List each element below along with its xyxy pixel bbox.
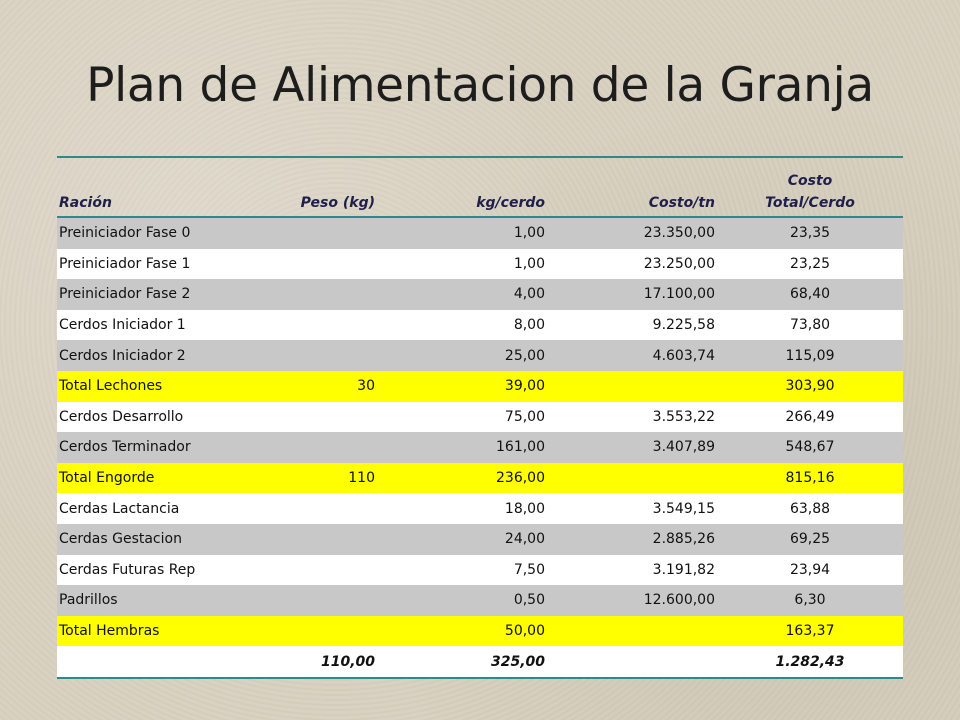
cell-kg-cerdo: 50,00 [377, 616, 547, 647]
cell-kg-cerdo: 25,00 [377, 340, 547, 371]
cell-racion: Preiniciador Fase 2 [57, 279, 242, 310]
table-row [57, 217, 903, 249]
cell-costo-tn: 3.553,22 [547, 402, 717, 433]
table-row [57, 463, 903, 494]
cell-racion: Padrillos [57, 585, 242, 616]
table-row [57, 249, 903, 280]
cell-racion: Cerdos Iniciador 2 [57, 340, 242, 371]
cell-costo-total: 63,88 [717, 493, 903, 524]
cell-costo-tn [547, 616, 717, 647]
cell-costo-tn: 2.885,26 [547, 524, 717, 555]
cell-costo-tn: 3.407,89 [547, 432, 717, 463]
cell-costo-tn [547, 371, 717, 402]
table-header-row [57, 158, 903, 217]
cell-costo-tn: 3.549,15 [547, 493, 717, 524]
cell-costo-tn: 23.250,00 [547, 249, 717, 280]
cell-peso [242, 555, 377, 586]
cell-costo-total: 6,30 [717, 585, 903, 616]
cell-peso [242, 524, 377, 555]
header-kg-cerdo: kg/cerdo [377, 158, 547, 217]
cell-costo-total: 23,94 [717, 555, 903, 586]
cell-kg-cerdo: 18,00 [377, 493, 547, 524]
cell-racion: Preiniciador Fase 1 [57, 249, 242, 280]
cell-costo-total: 548,67 [717, 432, 903, 463]
cell-peso [242, 217, 377, 249]
table-row [57, 310, 903, 341]
cell-peso: 30 [242, 371, 377, 402]
cell-peso [242, 585, 377, 616]
cell-costo-tn: 12.600,00 [547, 585, 717, 616]
cell-costo-tn: 3.191,82 [547, 555, 717, 586]
header-costo-tn: Costo/tn [547, 158, 717, 217]
cell-costo-tn [547, 646, 717, 677]
cell-costo-total: 68,40 [717, 279, 903, 310]
table-row [57, 616, 903, 647]
cell-costo-total: 23,25 [717, 249, 903, 280]
cell-costo-total: 266,49 [717, 402, 903, 433]
cell-costo-tn: 4.603,74 [547, 340, 717, 371]
cell-costo-total: 303,90 [717, 371, 903, 402]
table-row [57, 340, 903, 371]
cell-racion: Cerdas Gestacion [57, 524, 242, 555]
cell-peso [242, 402, 377, 433]
cell-peso [242, 432, 377, 463]
cell-racion: Cerdos Terminador [57, 432, 242, 463]
cell-costo-total: 23,35 [717, 217, 903, 249]
cell-kg-cerdo: 161,00 [377, 432, 547, 463]
cell-peso: 110,00 [242, 646, 377, 677]
feeding-plan-table [57, 156, 903, 679]
cell-kg-cerdo: 1,00 [377, 249, 547, 280]
header-racion: Ración [57, 158, 242, 217]
header-peso: Peso (kg) [242, 158, 377, 217]
cell-costo-tn [547, 463, 717, 494]
cell-racion: Total Hembras [57, 616, 242, 647]
cell-peso: 110 [242, 463, 377, 494]
cell-costo-total: 815,16 [717, 463, 903, 494]
slide-title: Plan de Alimentacion de la Granja [86, 58, 874, 113]
header-costo-total: Costo Total/Cerdo [717, 158, 903, 217]
table [57, 158, 903, 677]
cell-racion: Cerdas Futuras Rep [57, 555, 242, 586]
table-row [57, 585, 903, 616]
cell-racion: Preiniciador Fase 0 [57, 217, 242, 249]
table-row [57, 493, 903, 524]
table-row [57, 279, 903, 310]
table-row [57, 555, 903, 586]
cell-costo-tn: 9.225,58 [547, 310, 717, 341]
table-row [57, 402, 903, 433]
cell-racion: Cerdas Lactancia [57, 493, 242, 524]
cell-peso [242, 279, 377, 310]
table-row [57, 646, 903, 677]
cell-racion: Cerdos Desarrollo [57, 402, 242, 433]
cell-peso [242, 493, 377, 524]
cell-costo-total: 1.282,43 [717, 646, 903, 677]
cell-peso [242, 340, 377, 371]
cell-racion [57, 646, 242, 677]
cell-kg-cerdo: 4,00 [377, 279, 547, 310]
cell-costo-tn: 23.350,00 [547, 217, 717, 249]
cell-kg-cerdo: 7,50 [377, 555, 547, 586]
cell-kg-cerdo: 1,00 [377, 217, 547, 249]
cell-kg-cerdo: 8,00 [377, 310, 547, 341]
cell-costo-tn: 17.100,00 [547, 279, 717, 310]
cell-kg-cerdo: 236,00 [377, 463, 547, 494]
cell-racion: Total Engorde [57, 463, 242, 494]
table-row [57, 432, 903, 463]
cell-costo-total: 73,80 [717, 310, 903, 341]
cell-peso [242, 310, 377, 341]
cell-kg-cerdo: 325,00 [377, 646, 547, 677]
cell-peso [242, 249, 377, 280]
table-row [57, 371, 903, 402]
cell-racion: Cerdos Iniciador 1 [57, 310, 242, 341]
cell-kg-cerdo: 75,00 [377, 402, 547, 433]
cell-costo-total: 163,37 [717, 616, 903, 647]
cell-racion: Total Lechones [57, 371, 242, 402]
cell-peso [242, 616, 377, 647]
cell-costo-total: 115,09 [717, 340, 903, 371]
cell-kg-cerdo: 24,00 [377, 524, 547, 555]
cell-costo-total: 69,25 [717, 524, 903, 555]
cell-kg-cerdo: 39,00 [377, 371, 547, 402]
table-row [57, 524, 903, 555]
cell-kg-cerdo: 0,50 [377, 585, 547, 616]
